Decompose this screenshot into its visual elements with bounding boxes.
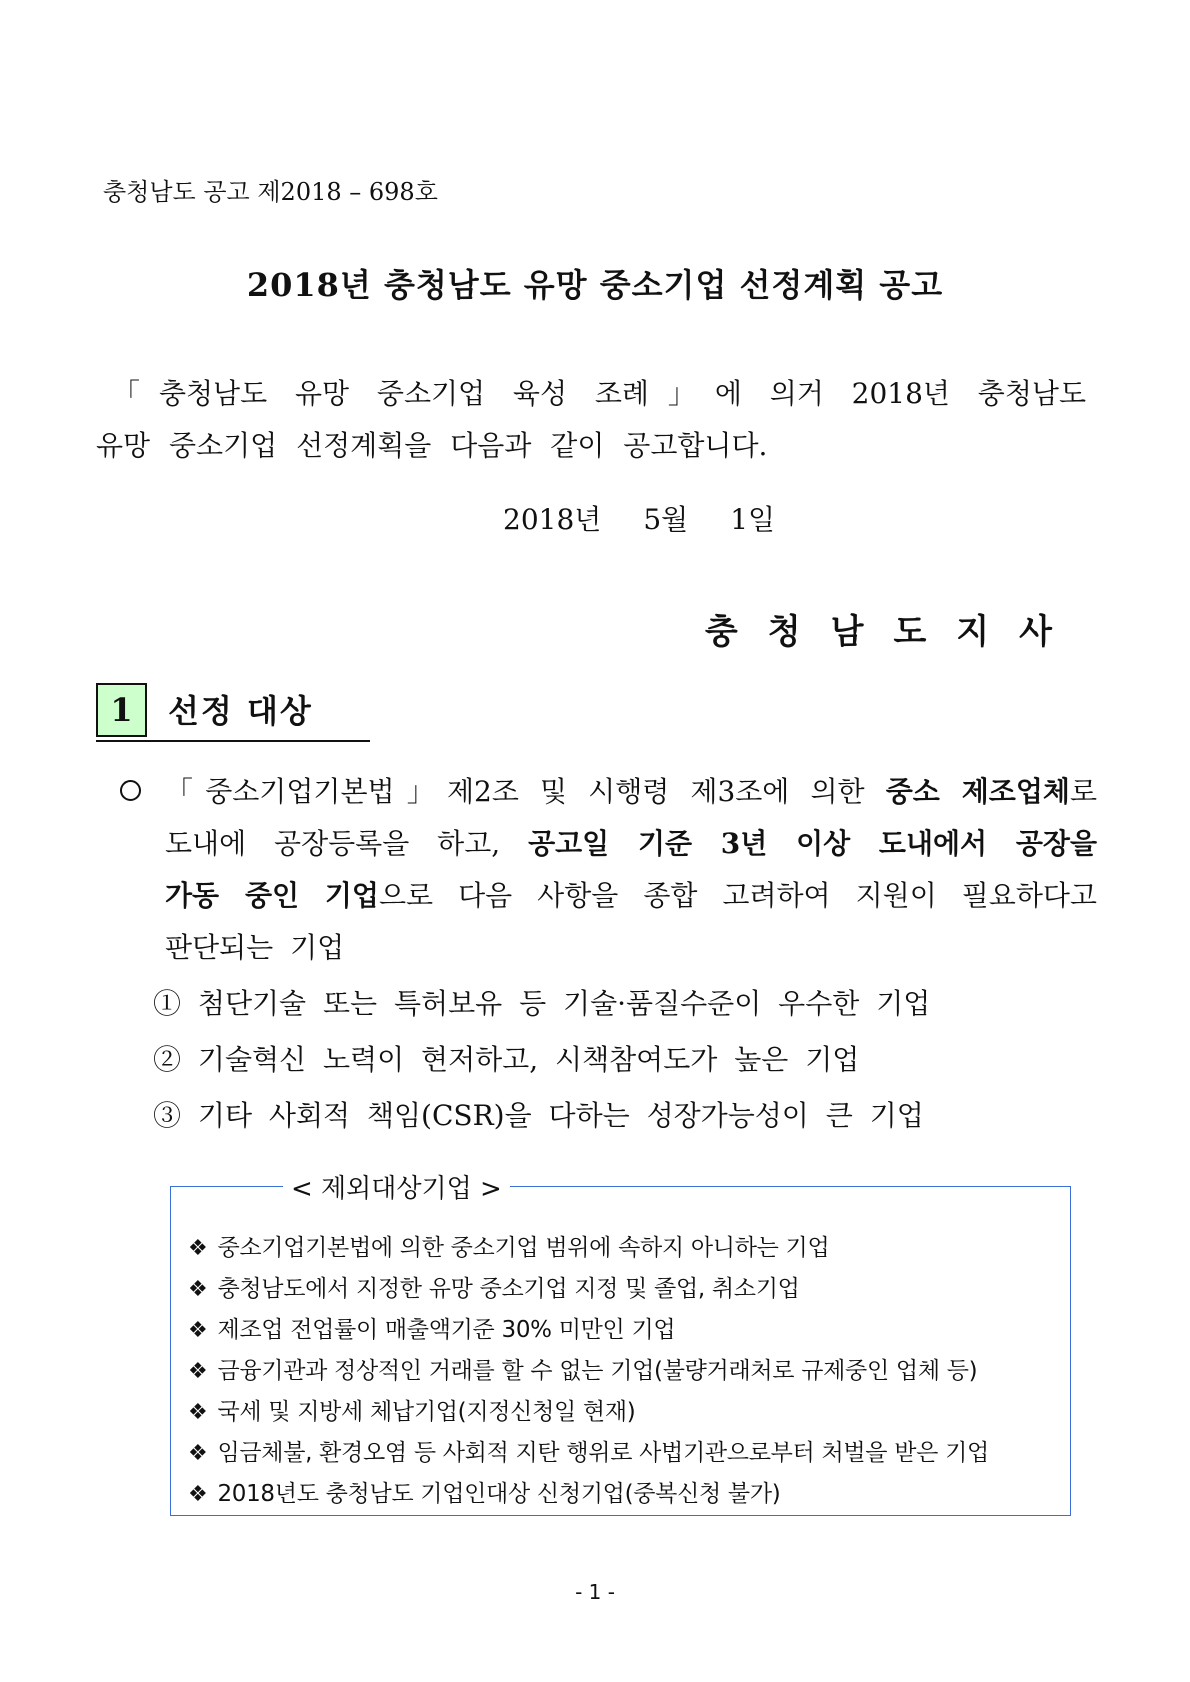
diamond-bullet-icon: ❖	[188, 1400, 208, 1425]
exclusion-item: ❖ 2018년도 충청남도 기업인대상 신청기업(중복신청 불가)	[188, 1481, 781, 1507]
diamond-bullet-icon: ❖	[188, 1482, 208, 1507]
issuer-signature: 충청남도지사	[704, 612, 1082, 652]
section-number-badge: 1	[96, 683, 147, 737]
criteria-item: ① 첨단기술 또는 특허보유 등 기술·품질수준이 우수한 기업	[153, 987, 931, 1020]
diamond-bullet-icon: ❖	[188, 1441, 208, 1466]
criteria-item: ③ 기타 사회적 책임(CSR)을 다하는 성장가능성이 큰 기업	[153, 1099, 924, 1132]
exclusion-item: ❖ 임금체불, 환경오염 등 사회적 지탄 행위로 사법기관으로부터 처벌을 받은 기업	[188, 1440, 989, 1466]
date-month: 5월	[643, 503, 689, 536]
diamond-bullet-icon: ❖	[188, 1236, 208, 1261]
date-year: 2018년	[503, 503, 602, 536]
paragraph-line-2: 도내에 공장등록을 하고, 공고일 기준 3년 이상 도내에서 공장을	[165, 827, 1097, 860]
exclusion-item: ❖ 충청남도에서 지정한 유망 중소기업 지정 및 졸업, 취소기업	[188, 1276, 800, 1302]
intro-line-1: 「충청남도 유망 중소기업 육성 조례」에 의거 2018년 충청남도	[112, 377, 1086, 410]
paragraph-line-1: 「중소기업기본법」제2조 및 시행령 제3조에 의한 중소 제조업체로	[165, 775, 1097, 808]
page-number: - 1 -	[575, 1580, 615, 1604]
circle-bullet-icon	[120, 780, 141, 801]
exclusions-title: < 제외대상기업 >	[283, 1168, 510, 1205]
section-title: 선정 대상	[168, 692, 313, 730]
diamond-bullet-icon: ❖	[188, 1318, 208, 1343]
document-title: 2018년 충청남도 유망 중소기업 선정계획 공고	[246, 266, 944, 304]
section-underline	[96, 740, 370, 742]
diamond-bullet-icon: ❖	[188, 1277, 208, 1302]
paragraph-line-4: 판단되는 기업	[165, 931, 345, 964]
exclusion-item: ❖ 중소기업기본법에 의한 중소기업 범위에 속하지 아니하는 기업	[188, 1235, 830, 1261]
criteria-item: ② 기술혁신 노력이 현저하고, 시책참여도가 높은 기업	[153, 1043, 860, 1076]
notice-date	[503, 498, 775, 538]
exclusion-item: ❖ 제조업 전업률이 매출액기준 30% 미만인 기업	[188, 1317, 676, 1343]
date-day: 1일	[730, 503, 776, 536]
exclusion-item: ❖ 금융기관과 정상적인 거래를 할 수 없는 기업(불량거래처로 규제중인 업체 등)	[188, 1358, 978, 1384]
intro-line-2: 유망 중소기업 선정계획을 다음과 같이 공고합니다.	[96, 429, 768, 462]
paragraph-line-3: 가동 중인 기업으로 다음 사항을 종합 고려하여 지원이 필요하다고	[165, 879, 1097, 912]
exclusion-item: ❖ 국세 및 지방세 체납기업(지정신청일 현재)	[188, 1399, 636, 1425]
diamond-bullet-icon: ❖	[188, 1359, 208, 1384]
notice-number: 충청남도 공고 제2018 – 698호	[103, 178, 438, 206]
